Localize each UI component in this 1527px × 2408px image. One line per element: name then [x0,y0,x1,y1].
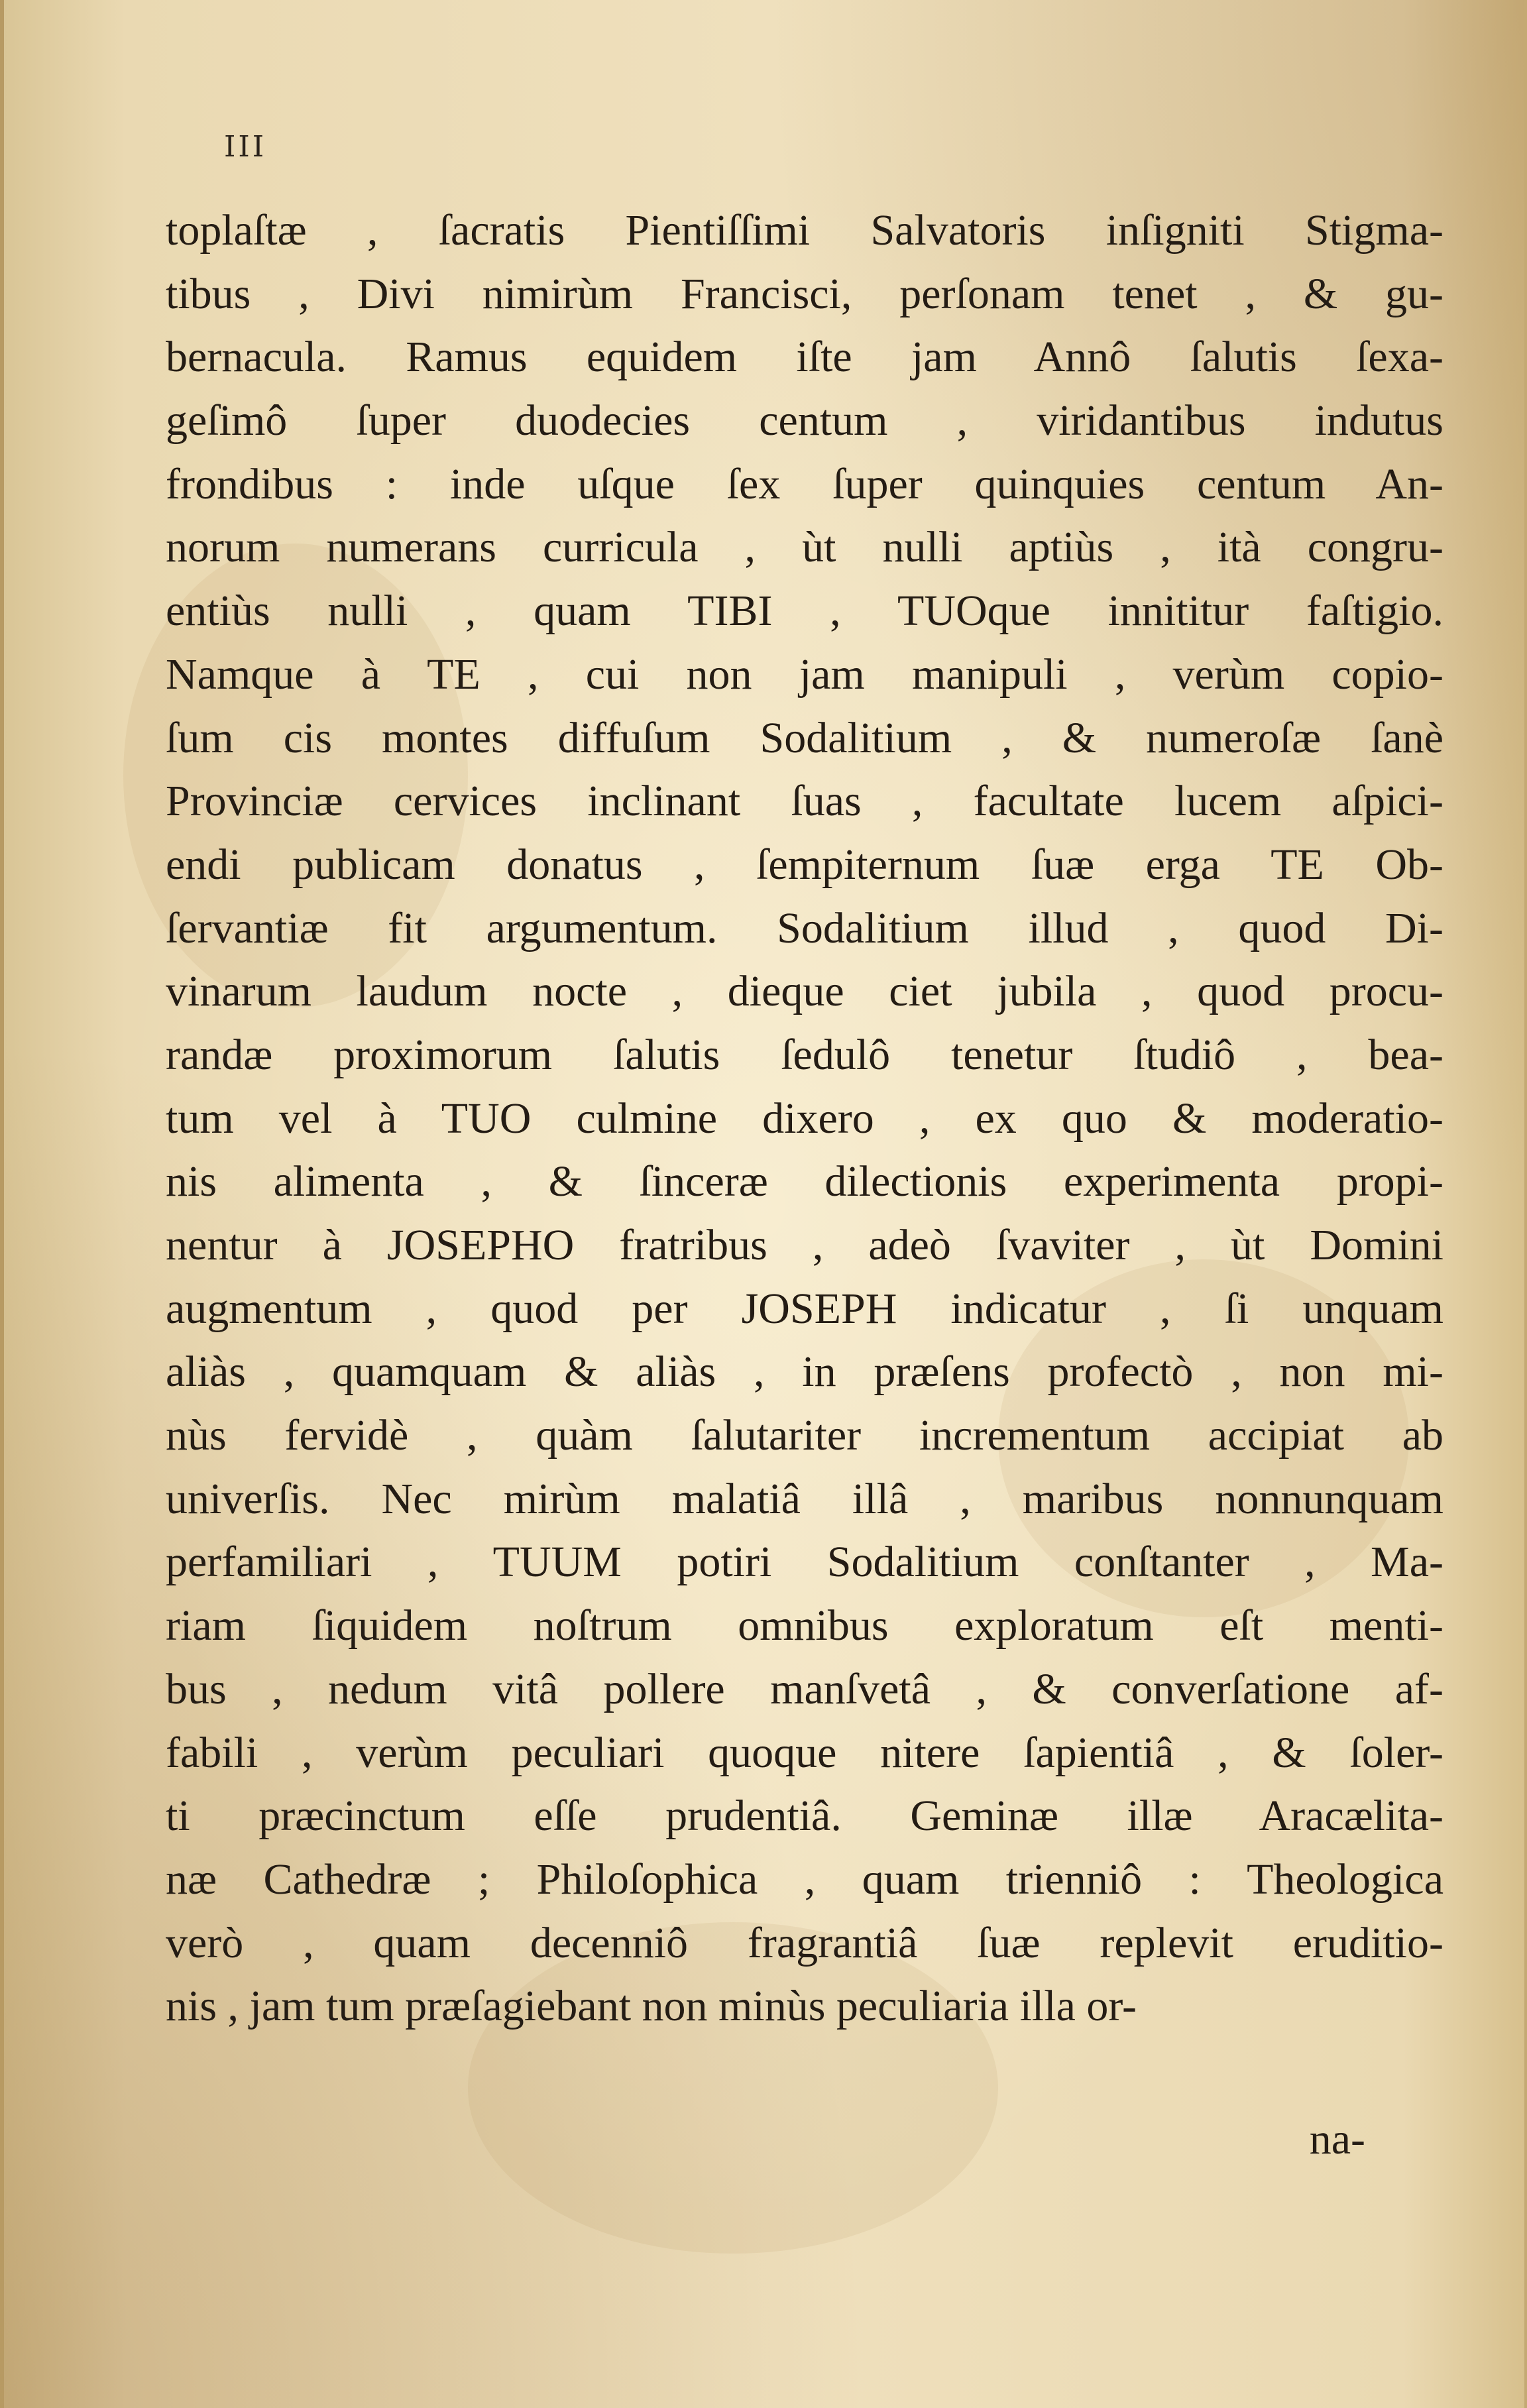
text-line: geſimô ſuper duodecies centum , viridantibus indutus [166,396,1443,445]
text-line: bus , nedum vitâ pollere manſvetâ , & converſatione af- [166,1664,1443,1713]
text-line: nis alimenta , & ſinceræ dilectionis experimenta propi- [166,1157,1443,1206]
text-line: bernacula. Ramus equidem iſte jam Annô ſalutis ſexa- [166,333,1443,382]
text-line: ti præcinctum eſſe prudentiâ. Geminæ illæ Aracælita- [166,1792,1443,1841]
text-line: fabili , verùm peculiari quoque nitere ſapientiâ , & ſoler- [166,1728,1443,1777]
text-line: augmentum , quod per JOSEPH indicatur , ſi unquam [166,1284,1443,1333]
body-text [166,199,1443,2038]
text-line: Provinciæ cervices inclinant ſuas , facultate lucem aſpici- [166,777,1443,826]
text-line: aliàs , quamquam & aliàs , in præſens profectò , non mi- [166,1347,1443,1397]
text-line: vinarum laudum nocte , dieque ciet jubila , quod procu- [166,967,1443,1016]
text-line: riam ſiquidem noſtrum omnibus exploratum eſt menti- [166,1601,1443,1650]
text-line: ſum cis montes diffuſum Sodalitium , & numeroſæ ſanè [166,713,1443,762]
text-line: tibus , Divi nimirùm Francisci, perſonam tenet , & gu- [166,269,1443,318]
text-line: næ Cathedræ ; Philoſophica , quam trienniô : Theologica [166,1855,1443,1904]
text-line: entiùs nulli , quam TIBI , TUOque innititur faſtigio. [166,587,1443,636]
text-line: endi publicam donatus , ſempiternum ſuæ erga TE Ob- [166,840,1443,889]
text-line: frondibus : inde uſque ſex ſuper quinquies centum An- [166,459,1443,508]
text-line: randæ proximorum ſalutis ſedulô tenetur ſtudiô , bea- [166,1030,1443,1079]
text-line: tum vel à TUO culmine dixero , ex quo & moderatio- [166,1094,1443,1143]
text-line: norum numerans curricula , ùt nulli aptiùs , ità congru- [166,523,1443,572]
text-line: nentur à JOSEPHO fratribus , adeò ſvaviter , ùt Domini [166,1221,1443,1269]
text-line: verò , quam decenniô fragrantiâ ſuæ replevit eruditio- [166,1918,1443,1967]
text-line: ſervantiæ fit argumentum. Sodalitium illud , quod Di- [166,903,1443,952]
page-number: III [224,130,267,164]
text-line: nùs fervidè , quàm ſalutariter incrementum accipiat ab [166,1411,1443,1460]
text-line: toplaſtæ , ſacratis Pientiſſimi Salvatoris inſigniti Stigma- [166,206,1443,255]
text-line: perfamiliari , TUUM potiri Sodalitium conſtanter , Ma- [166,1538,1443,1587]
text-line: nis , jam tum præſagiebant non minùs peculiaria illa or- [166,1982,1137,2031]
text-line: Namque à TE , cui non jam manipuli , verùm copio- [166,650,1443,699]
text-line: univerſis. Nec mirùm malatiâ illâ , maribus nonnunquam [166,1474,1443,1523]
catchword: na- [1309,2115,1365,2163]
